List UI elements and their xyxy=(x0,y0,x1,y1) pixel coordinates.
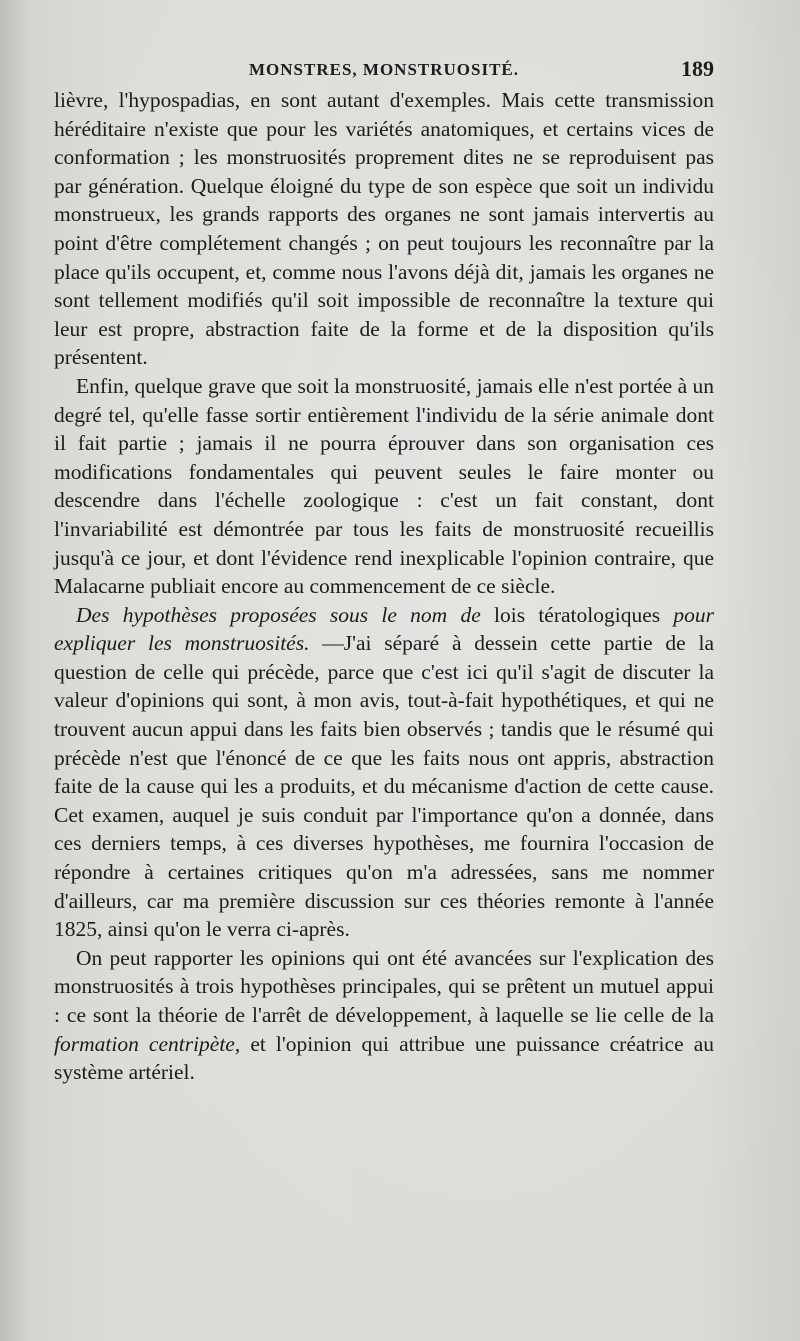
paragraph-4 xyxy=(54,944,714,1087)
paragraph-3 xyxy=(54,601,714,944)
paragraph-4-text-2: , et l'opinion qui attribue une puissance créatrice au système artériel. xyxy=(54,1031,714,1085)
section-heading-italic-2: pour expliquer les monstruosités. xyxy=(54,602,714,656)
paragraph-4-text-1: On peut rapporter les opinions qui ont été avancées sur l'explication des monstruosités à trois hypothèses principales, qui se prêtent un mutuel appui : ce sont la théorie de l'arrêt de développement, à laquelle se lie celle de la xyxy=(54,945,714,1027)
paragraph-4-italic: formation centripète xyxy=(54,1031,235,1056)
running-title: MONSTRES, MONSTRUOSITÉ. xyxy=(248,60,520,79)
section-heading-roman: lois tératologiques xyxy=(480,602,674,627)
running-head xyxy=(54,56,714,86)
paragraph-1: lièvre, l'hypospadias, en sont autant d'exemples. Mais cette transmission héréditaire n'existe que pour les variétés anatomiques, et certains vices de conformation ; les monstruosités proprement dites ne se reproduisent pas par génération. Quelque éloigné du type de son espèce que soit un individu monstrueux, les grands rapports des organes ne sont jamais intervertis au point d'être complétement changés ; on peut toujours les reconnaître par la place qu'ils occupent, et, comme nous l'avons déjà dit, jamais les organes ne sont tellement modifiés qu'il soit impossible de reconnaître la texture qui leur est propre, abstraction faite de la forme et de la disposition qu'ils présentent. xyxy=(54,88,714,370)
paragraph-2: Enfin, quelque grave que soit la monstruosité, jamais elle n'est portée à un degré tel, qu'elle fasse sortir entièrement l'individu de la série animale dont il fait partie ; jamais il ne pourra éprouver dans son organisation ces modifications fondamentales qui peuvent seules le faire monter ou descendre dans l'échelle zoologique : c'est un fait constant, dont l'invariabilité est démontrée par tous les faits de monstruosité recueillis jusqu'à ce jour, et dont l'évidence rend inexplicable l'opinion contraire, que Malacarne publiait encore au commencement de ce siècle. xyxy=(54,373,714,599)
paragraph-3-text: —J'ai séparé à dessein cette partie de la question de celle qui précède, parce que c'est ici qu'il s'agit de discuter la valeur d'opinions qui sont, à mon avis, tout-à-fait hypothétiques, et qui ne trouvent aucun appui dans les faits bien observés ; tandis que le résumé qui précède n'est que l'énoncé de ce que les faits nous ont appris, abstraction faite de la cause qui les a produits, et du mécanisme d'action de cette cause. Cet examen, auquel je suis conduit par l'importance qu'on a donnée, dans ces derniers temps, à ces diverses hypothèses, me fournira l'occasion de répondre à certaines critiques qu'on m'a adressées, sans me nommer d'ailleurs, car ma première discussion sur ces théories remonte à l'année 1825, ainsi qu'on le verra ci-après. xyxy=(54,631,714,942)
page-number: 189 xyxy=(681,56,714,81)
body-text xyxy=(54,86,714,1087)
section-heading-italic-1: Des hypothèses proposées sous le nom de xyxy=(76,602,481,627)
